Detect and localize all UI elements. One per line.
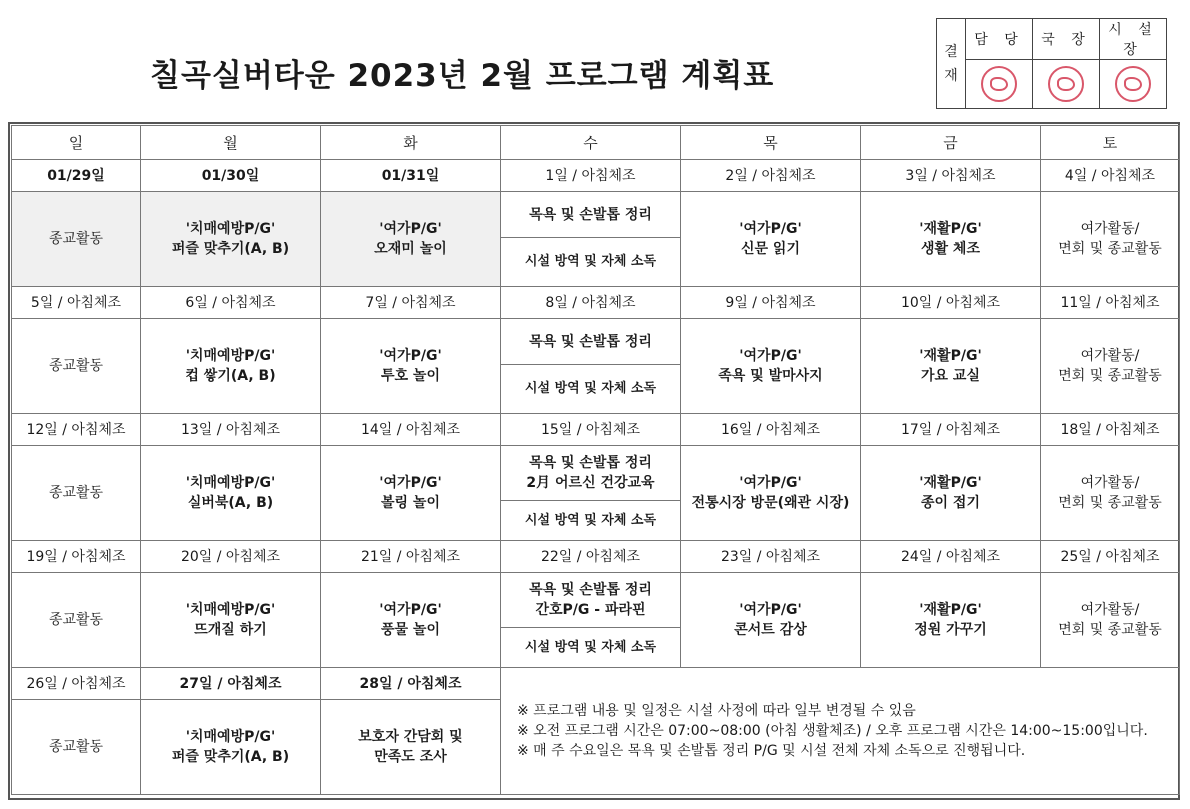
date-cell: 2일 / 아침체조	[681, 160, 861, 192]
program-mon: '치매예방P/G' 뜨개질 하기	[141, 573, 321, 668]
program-wed	[501, 573, 681, 668]
program-mon: '치매예방P/G' 퍼즐 맞추기(A, B)	[141, 192, 321, 287]
program-fri: '재활P/G' 정원 가꾸기	[861, 573, 1041, 668]
note-line: ※ 매 주 수요일은 목욕 및 손발톱 정리 P/G 및 시설 전체 자체 소독으로 진행됩니다.	[517, 743, 1026, 759]
page-title: 칠곡실버타운 2023년 2월 프로그램 계획표	[150, 58, 775, 94]
program-fri: '재활P/G' 가요 교실	[861, 319, 1041, 414]
weekday-sat: 토	[1041, 126, 1180, 160]
date-cell: 20일 / 아침체조	[141, 541, 321, 573]
program-row	[12, 446, 1180, 541]
note-line: ※ 프로그램 내용 및 일정은 시설 사정에 따라 일부 변경될 수 있음	[517, 703, 916, 719]
seal-stamp-icon	[1115, 66, 1151, 102]
date-cell: 28일 / 아침체조	[321, 668, 501, 700]
date-row	[12, 668, 1180, 700]
program-thu: '여가P/G' 신문 읽기	[681, 192, 861, 287]
program-row	[12, 319, 1180, 414]
date-cell: 18일 / 아침체조	[1041, 414, 1180, 446]
date-cell: 8일 / 아침체조	[501, 287, 681, 319]
date-cell: 13일 / 아침체조	[141, 414, 321, 446]
date-cell: 3일 / 아침체조	[861, 160, 1041, 192]
wed-bath-program: 목욕 및 손발톱 정리	[501, 319, 680, 365]
weekday-mon: 월	[141, 126, 321, 160]
weekday-sun: 일	[12, 126, 141, 160]
date-cell: 7일 / 아침체조	[321, 287, 501, 319]
program-row	[12, 192, 1180, 287]
approval-stamp-head	[1100, 60, 1167, 109]
program-tue: '여가P/G' 볼링 놀이	[321, 446, 501, 541]
weekday-header-row	[12, 126, 1180, 160]
program-sun: 종교활동	[12, 446, 141, 541]
program-tue: '여가P/G' 오재미 놀이	[321, 192, 501, 287]
approval-stamp-manager	[966, 60, 1033, 109]
program-sat: 여가활동/ 면회 및 종교활동	[1041, 573, 1180, 668]
date-row	[12, 160, 1180, 192]
program-wed	[501, 192, 681, 287]
program-thu: '여가P/G' 콘서트 감상	[681, 573, 861, 668]
approval-stamp-director	[1033, 60, 1100, 109]
program-thu: '여가P/G' 족욕 및 발마사지	[681, 319, 861, 414]
wed-disinfection: 시설 방역 및 자체 소독	[524, 639, 657, 655]
date-cell: 21일 / 아침체조	[321, 541, 501, 573]
approval-role-head: 시 설 장	[1100, 19, 1167, 60]
note-line: ※ 오전 프로그램 시간은 07:00~08:00 (아침 생활체조) / 오후 프로그램 시간은 14:00~15:00입니다.	[517, 723, 1148, 739]
wed-bath-program: 목욕 및 손발톱 정리 2月 어르신 건강교육	[501, 446, 680, 501]
date-row	[12, 541, 1180, 573]
weekday-fri: 금	[861, 126, 1041, 160]
date-cell: 01/29일	[12, 160, 141, 192]
program-tue: '여가P/G' 투호 놀이	[321, 319, 501, 414]
program-tue: 보호자 간담회 및 만족도 조사	[321, 700, 501, 795]
date-cell: 27일 / 아침체조	[141, 668, 321, 700]
notes-cell	[501, 668, 1180, 795]
program-tue: '여가P/G' 풍물 놀이	[321, 573, 501, 668]
date-cell: 14일 / 아침체조	[321, 414, 501, 446]
approval-role-manager: 담 당	[966, 19, 1033, 60]
program-row	[12, 573, 1180, 668]
date-cell: 17일 / 아침체조	[861, 414, 1041, 446]
date-cell: 1일 / 아침체조	[501, 160, 681, 192]
program-sat: 여가활동/ 면회 및 종교활동	[1041, 319, 1180, 414]
seal-stamp-icon	[981, 66, 1017, 102]
date-cell: 26일 / 아침체조	[12, 668, 141, 700]
wed-bath-program: 목욕 및 손발톱 정리 간호P/G - 파라핀	[501, 573, 680, 628]
date-cell: 6일 / 아침체조	[141, 287, 321, 319]
date-cell: 12일 / 아침체조	[12, 414, 141, 446]
date-row	[12, 287, 1180, 319]
date-cell: 16일 / 아침체조	[681, 414, 861, 446]
seal-stamp-icon	[1048, 66, 1084, 102]
approval-box	[936, 18, 1167, 109]
approval-role-director: 국 장	[1033, 19, 1100, 60]
date-cell: 15일 / 아침체조	[501, 414, 681, 446]
date-cell: 19일 / 아침체조	[12, 541, 141, 573]
program-mon: '치매예방P/G' 컵 쌓기(A, B)	[141, 319, 321, 414]
date-cell: 22일 / 아침체조	[501, 541, 681, 573]
wed-disinfection: 시설 방역 및 자체 소독	[524, 254, 657, 269]
date-cell: 11일 / 아침체조	[1041, 287, 1180, 319]
wed-bath-program: 목욕 및 손발톱 정리	[501, 192, 680, 238]
wed-disinfection: 시설 방역 및 자체 소독	[524, 381, 657, 396]
date-cell: 4일 / 아침체조	[1041, 160, 1180, 192]
program-fri: '재활P/G' 종이 접기	[861, 446, 1041, 541]
date-cell: 9일 / 아침체조	[681, 287, 861, 319]
program-mon: '치매예방P/G' 퍼즐 맞추기(A, B)	[141, 700, 321, 795]
program-sat: 여가활동/ 면회 및 종교활동	[1041, 446, 1180, 541]
date-cell: 01/30일	[141, 160, 321, 192]
program-sun: 종교활동	[12, 700, 141, 795]
wed-disinfection: 시설 방역 및 자체 소독	[524, 512, 657, 528]
weekday-tue: 화	[321, 126, 501, 160]
date-row	[12, 414, 1180, 446]
date-cell: 01/31일	[321, 160, 501, 192]
program-wed	[501, 319, 681, 414]
program-calendar	[11, 125, 1180, 795]
program-sun: 종교활동	[12, 192, 141, 287]
program-thu: '여가P/G' 전통시장 방문(왜관 시장)	[681, 446, 861, 541]
program-sat: 여가활동/ 면회 및 종교활동	[1041, 192, 1180, 287]
program-wed	[501, 446, 681, 541]
program-sun: 종교활동	[12, 319, 141, 414]
program-fri: '재활P/G' 생활 체조	[861, 192, 1041, 287]
date-cell: 10일 / 아침체조	[861, 287, 1041, 319]
weekday-wed: 수	[501, 126, 681, 160]
date-cell: 23일 / 아침체조	[681, 541, 861, 573]
date-cell: 25일 / 아침체조	[1041, 541, 1180, 573]
program-mon: '치매예방P/G' 실버북(A, B)	[141, 446, 321, 541]
program-sun: 종교활동	[12, 573, 141, 668]
approval-label: 결 재	[937, 19, 966, 109]
date-cell: 24일 / 아침체조	[861, 541, 1041, 573]
date-cell: 5일 / 아침체조	[12, 287, 141, 319]
weekday-thu: 목	[681, 126, 861, 160]
